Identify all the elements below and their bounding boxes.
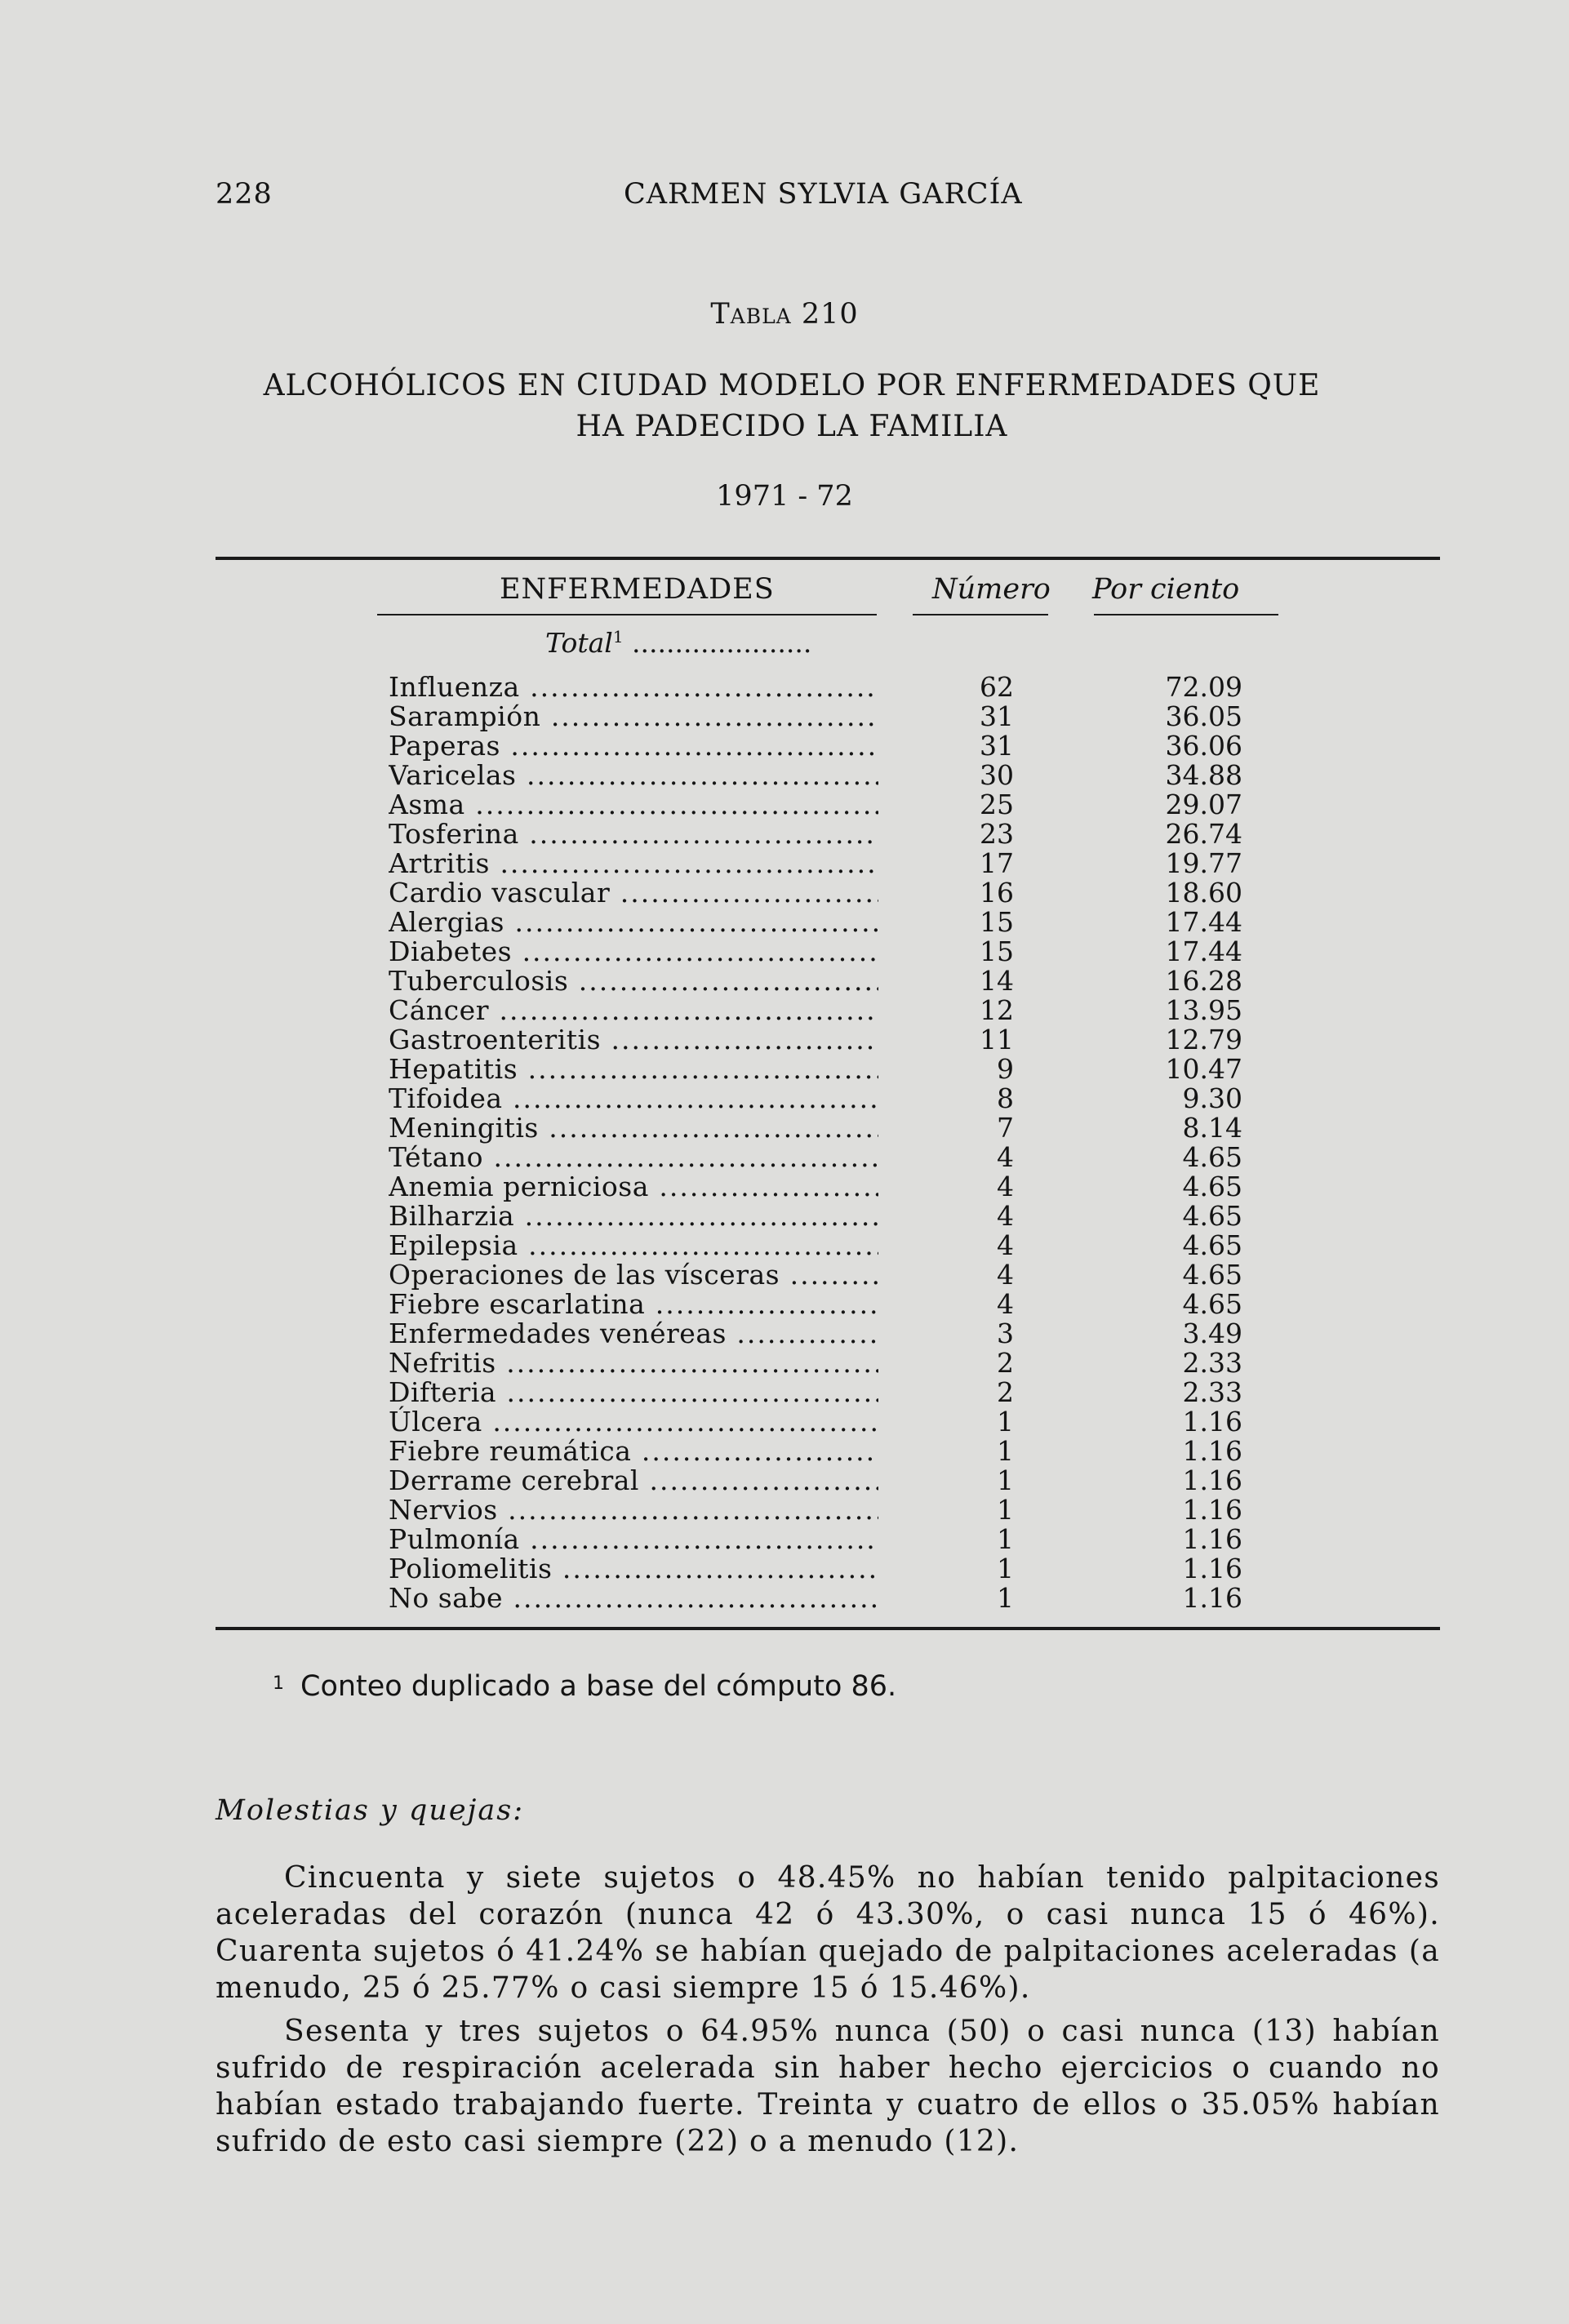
percentage: 19.77 [1165, 847, 1242, 879]
table-row [0, 1053, 1569, 1085]
disease-name: Difteria ..... [389, 1376, 878, 1408]
disease-name: Operaciones de las vísceras ..... [389, 1259, 878, 1291]
case-count: 1 [997, 1406, 1014, 1438]
section-title: Molestias y quejas: [216, 1794, 525, 1827]
disease-name: Anemia perniciosa ..... [389, 1171, 878, 1202]
disease-name: Derrame cerebral ..... [389, 1464, 878, 1496]
paragraph-text: Cincuenta y siete sujetos o 48.45% no habían tenido palpitaciones aceleradas del corazón (nunca 42 ó 43.30%, o casi nunca 15 ó 46%). Cuarenta sujetos ó 41.24% se habían quejado de palpitaciones aceleradas (a menudo, 25 ó 25.77% o casi siempre 15 ó 15.46%). [216, 1861, 1440, 2005]
table-row [0, 1200, 1569, 1232]
percentage: 9.30 [1182, 1082, 1242, 1114]
case-count: 1 [997, 1464, 1014, 1496]
table-row [0, 1347, 1569, 1379]
table-row [0, 759, 1569, 789]
table-row [0, 877, 1569, 909]
disease-name: Úlcera ..... [389, 1406, 878, 1438]
percentage: 2.33 [1182, 1347, 1242, 1379]
table-row [0, 994, 1569, 1024]
table-top-rule [216, 557, 1440, 560]
case-count: 14 [980, 965, 1014, 997]
disease-name: Meningitis ..... [389, 1112, 878, 1144]
case-count: 7 [997, 1112, 1014, 1144]
table-row [0, 700, 1569, 730]
column-header-number: Número [932, 573, 1051, 606]
case-count: 4 [997, 1229, 1014, 1261]
disease-name: Diabetes ..... [389, 935, 878, 967]
percentage: 26.74 [1165, 818, 1242, 850]
disease-name: No sabe ..... [389, 1582, 878, 1614]
disease-name: Nervios ..... [389, 1494, 878, 1526]
case-count: 1 [997, 1435, 1014, 1467]
table-years: 1971 - 72 [716, 480, 853, 513]
case-count: 31 [980, 730, 1014, 762]
percentage: 13.95 [1165, 994, 1242, 1026]
disease-name: Epilepsia ..... [389, 1229, 878, 1261]
percentage: 4.65 [1182, 1229, 1242, 1261]
case-count: 15 [980, 906, 1014, 938]
disease-name: Artritis ..... [389, 847, 878, 879]
percentage: 1.16 [1182, 1582, 1242, 1614]
disease-name: Fiebre escarlatina ..... [389, 1288, 878, 1320]
table-row [0, 1024, 1569, 1053]
percentage: 36.05 [1165, 700, 1242, 732]
percentage: 18.60 [1165, 877, 1242, 909]
footnote-text: Conteo duplicado a base del cómputo 86. [300, 1670, 897, 1703]
table-row [0, 935, 1569, 965]
case-count: 2 [997, 1347, 1014, 1379]
running-head [216, 178, 1422, 211]
table-row [0, 847, 1569, 877]
case-count: 1 [997, 1582, 1014, 1614]
table-row [0, 789, 1569, 818]
table-row [0, 1229, 1569, 1259]
case-count: 8 [997, 1082, 1014, 1114]
percentage: 10.47 [1165, 1053, 1242, 1085]
case-count: 16 [980, 877, 1014, 909]
paragraph [216, 1860, 1440, 2006]
percentage: 1.16 [1182, 1494, 1242, 1526]
percentage: 4.65 [1182, 1200, 1242, 1232]
case-count: 4 [997, 1259, 1014, 1291]
case-count: 15 [980, 935, 1014, 967]
disease-name: Asma ..... [389, 789, 878, 820]
percentage: 17.44 [1165, 906, 1242, 938]
percentage: 12.79 [1165, 1024, 1242, 1055]
total-label: Total [545, 627, 613, 659]
disease-name: Paperas ..... [389, 730, 878, 762]
percentage: 1.16 [1182, 1435, 1242, 1467]
disease-name: Poliomelitis ..... [389, 1553, 878, 1584]
percentage: 16.28 [1165, 965, 1242, 997]
percentage: 4.65 [1182, 1288, 1242, 1320]
percentage: 17.44 [1165, 935, 1242, 967]
case-count: 1 [997, 1523, 1014, 1555]
case-count: 4 [997, 1141, 1014, 1173]
case-count: 17 [980, 847, 1014, 879]
table-label-text: Tabla 210 [710, 298, 859, 331]
page-number: 228 [216, 178, 273, 211]
disease-name: Tuberculosis ..... [389, 965, 878, 997]
case-count: 30 [980, 759, 1014, 791]
percentage: 1.16 [1182, 1406, 1242, 1438]
footnote [273, 1670, 896, 1703]
table-row [0, 1318, 1569, 1347]
table-row [0, 1171, 1569, 1200]
case-count: 31 [980, 700, 1014, 732]
header-underline [1094, 614, 1278, 615]
disease-name: Tosferina ..... [389, 818, 878, 850]
table-row [0, 730, 1569, 762]
case-count: 1 [997, 1553, 1014, 1584]
percentage: 1.16 [1182, 1464, 1242, 1496]
disease-name: Varicelas ..... [389, 759, 878, 791]
disease-name: Tifoidea ..... [389, 1082, 878, 1114]
case-count: 23 [980, 818, 1014, 850]
table-row [0, 906, 1569, 938]
percentage: 3.49 [1182, 1318, 1242, 1349]
table-row [0, 1082, 1569, 1112]
table-row [0, 671, 1569, 703]
disease-name: Tétano ..... [389, 1141, 878, 1173]
case-count: 11 [980, 1024, 1014, 1055]
case-count: 1 [997, 1494, 1014, 1526]
percentage: 4.65 [1182, 1171, 1242, 1202]
total-row [545, 627, 811, 659]
table-row [0, 1582, 1569, 1614]
case-count: 4 [997, 1288, 1014, 1320]
table-title: ALCOHÓLICOS EN CIUDAD MODELO POR ENFERMEDADES QUE HA PADECIDO LA FAMILIA [263, 369, 1321, 443]
percentage: 4.65 [1182, 1259, 1242, 1291]
table-row [0, 1435, 1569, 1467]
percentage: 29.07 [1165, 789, 1242, 820]
case-count: 4 [997, 1171, 1014, 1202]
total-leader: ..................... [623, 627, 812, 659]
disease-name: Fiebre reumática ..... [389, 1435, 878, 1467]
table-row [0, 1406, 1569, 1438]
disease-name: Nefritis ..... [389, 1347, 878, 1379]
footnote-marker: 1 [273, 1673, 284, 1694]
paragraph-text: Sesenta y tres sujetos o 64.95% nunca (50) o casi nunca (13) habían sufrido de respiración acelerada sin haber hecho ejercicios o cuando no habían estado trabajando fuerte. Treinta y cuatro de ellos o 35.05% habían sufrido de esto casi siempre (22) o a menudo (12). [216, 2015, 1440, 2158]
case-count: 3 [997, 1318, 1014, 1349]
percentage: 4.65 [1182, 1141, 1242, 1173]
case-count: 2 [997, 1376, 1014, 1408]
table-bottom-rule [216, 1627, 1440, 1630]
disease-name: Gastroenteritis ..... [389, 1024, 878, 1055]
table-row [0, 1464, 1569, 1494]
disease-name: Hepatitis ..... [389, 1053, 878, 1085]
header-underline [913, 614, 1048, 615]
percentage: 34.88 [1165, 759, 1242, 791]
column-header-disease: ENFERMEDADES [500, 573, 775, 606]
table-row [0, 1523, 1569, 1553]
paragraph [216, 2013, 1440, 2160]
disease-name: Cardio vascular ..... [389, 877, 878, 909]
table-row [0, 1141, 1569, 1171]
table-row [0, 1553, 1569, 1582]
case-count: 12 [980, 994, 1014, 1026]
case-count: 25 [980, 789, 1014, 820]
table-row [0, 1259, 1569, 1291]
table-row [0, 1376, 1569, 1406]
percentage: 8.14 [1182, 1112, 1242, 1144]
percentage: 36.06 [1165, 730, 1242, 762]
disease-name: Bilharzia ..... [389, 1200, 878, 1232]
disease-name: Influenza ..... [389, 671, 878, 703]
case-count: 4 [997, 1200, 1014, 1232]
percentage: 2.33 [1182, 1376, 1242, 1408]
disease-name: Sarampión ..... [389, 700, 878, 732]
table-row [0, 1112, 1569, 1144]
table-label [0, 298, 1569, 331]
case-count: 62 [980, 671, 1014, 703]
table-row [0, 818, 1569, 850]
disease-name: Alergias ..... [389, 906, 878, 938]
percentage: 72.09 [1165, 671, 1242, 703]
percentage: 1.16 [1182, 1553, 1242, 1584]
disease-name: Enfermedades venéreas ..... [389, 1318, 878, 1349]
table-row [0, 1494, 1569, 1526]
disease-name: Cáncer ..... [389, 994, 878, 1026]
footnote-reference: 1 [612, 627, 624, 647]
table-row [0, 1288, 1569, 1318]
case-count: 9 [997, 1053, 1014, 1085]
header-underline [377, 614, 877, 615]
table-row [0, 965, 1569, 997]
running-title: CARMEN SYLVIA GARCÍA [624, 178, 1023, 211]
column-header-percent: Por ciento [1092, 573, 1240, 606]
disease-name: Pulmonía ..... [389, 1523, 878, 1555]
percentage: 1.16 [1182, 1523, 1242, 1555]
